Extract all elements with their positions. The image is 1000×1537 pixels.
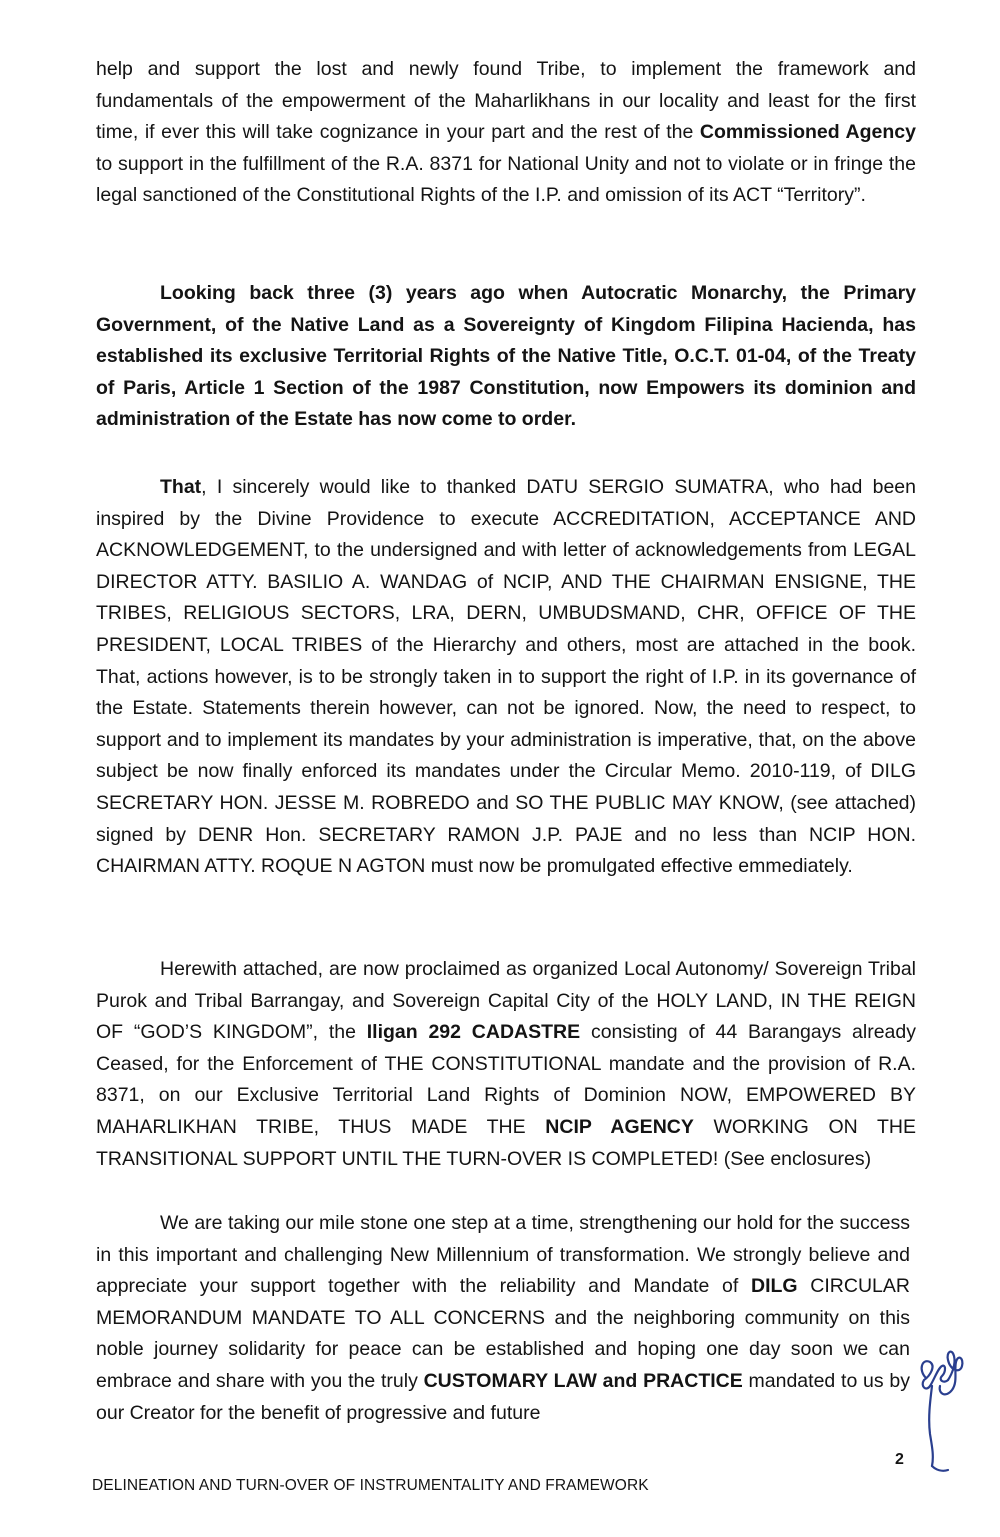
- handwritten-initials-signature: [912, 1340, 972, 1480]
- paragraph-4-bold-ncip-agency: NCIP AGENCY: [545, 1115, 694, 1138]
- paragraph-5-bold-customary-law: CUSTOMARY LAW and PRACTICE: [423, 1369, 743, 1392]
- paragraph-3: [96, 472, 916, 883]
- paragraph-3-bold-that: That: [160, 476, 202, 498]
- paragraph-5-text-mid: CIRCULAR MEMORANDUM MANDATE TO ALL CONCERNS and the neighboring community on this noble journey solidarity for peace can be established and hoping one day soon we can embrace and share with you the truly: [96, 1275, 910, 1392]
- paragraph-1-bold-commissioned-agency: Commissioned Agency: [699, 121, 916, 144]
- paragraph-4: [96, 954, 916, 1175]
- paragraph-1-text-end: to support in the fulfillment of the R.A. 8371 for National Unity and not to violate or in fringe the legal sanctioned of the Constitutional Rights of the I.P. and omission of its ACT “Territory”.: [96, 152, 916, 207]
- paragraph-4-text: Herewith attached, are now proclaimed as organized Local Autonomy/ Sovereign Tribal Purok and Tribal Barrangay, and Sovereign Capital City of the HOLY LAND, IN THE REIGN OF “GOD’S KINGDOM”, the: [96, 958, 916, 1044]
- paragraph-3-text: , I sincerely would like to thanked DATU SERGIO SUMATRA, who had been inspired by the Divine Providence to execute ACCREDITATION, ACCEPTANCE AND ACKNOWLEDGEMENT, to the undersigned and with letter of acknowledgements from LEGAL DIRECTOR ATTY. BASILIO A. WANDAG of NCIP, AND THE CHAIRMAN ENSIGNE, THE TRIBES, RELIGIOUS SECTORS, LRA, DERN, UMBUDSMAND, CHR, OFFICE OF THE PRESIDENT, LOCAL TRIBES of the Hierarchy and others, most are attached in the book. That, actions however, is to be strongly taken in to support the right of I.P. in its governance of the Estate. Statements therein however, can not be ignored. Now, the need to respect, to support and to implement its mandates by your administration is imperative, that, on the above subject be now finally enforced its mandates under the Circular Memo. 2010-119, of DILG SECRETARY HON. JESSE M. ROBREDO and SO THE PUBLIC MAY KNOW, (see attached) signed by DENR Hon. SECRETARY RAMON J.P. PAJE and no less than NCIP HON. CHAIRMAN ATTY. ROQUE N AGTON must now be promulgated effective emmediately.: [96, 476, 916, 878]
- paragraph-2-text: Looking back three (3) years ago when Autocratic Monarchy, the Primary Government, of the Native Land as a Sovereignty of Kingdom Filipina Hacienda, has established its exclusive Territorial Rights of the Native Title, O.C.T. 01-04, of the Treaty of Paris, Article 1 Section of the 1987 Constitution, now Empowers its dominion and administration of the Estate has now come to order.: [96, 282, 916, 431]
- paragraph-5-bold-dilg: DILG: [751, 1275, 798, 1298]
- paragraph-4-bold-cadastre: Iligan 292 CADASTRE: [366, 1021, 581, 1044]
- paragraph-5-text: We are taking our mile stone one step at a time, strengthening our hold for the success in this important and challenging New Millennium of transformation. We strongly believe and appreciate your support together with the reliability and Mandate of: [96, 1212, 910, 1298]
- paragraph-2-bold: [96, 278, 916, 436]
- paragraph-5-text-end: mandated to us by our Creator for the benefit of progressive and future: [96, 1369, 910, 1424]
- page-number: 2: [895, 1451, 904, 1468]
- footer-text: DELINEATION AND TURN-OVER OF INSTRUMENTALITY AND FRAMEWORK: [92, 1477, 649, 1494]
- paragraph-4-text-mid: consisting of 44 Barangays already Ceased, for the Enforcement of THE CONSTITUTIONAL mandate and the provision of R.A. 8371, on our Exclusive Territorial Land Rights of Dominion NOW, EMPOWERED BY MAHARLIKHAN TRIBE, THUS MADE THE: [96, 1021, 916, 1138]
- paragraph-1-text: help and support the lost and newly found Tribe, to implement the framework and fundamentals of the empowerment of the Maharlikhans in our locality and least for the first time, if ever this will take cognizance in your part and the rest of the: [96, 58, 916, 144]
- paragraph-5: [96, 1208, 910, 1429]
- paragraph-1: [96, 54, 916, 212]
- paragraph-4-text-end: WORKING ON THE TRANSITIONAL SUPPORT UNTIL THE TURN-OVER IS COMPLETED! (See enclosures): [96, 1115, 917, 1170]
